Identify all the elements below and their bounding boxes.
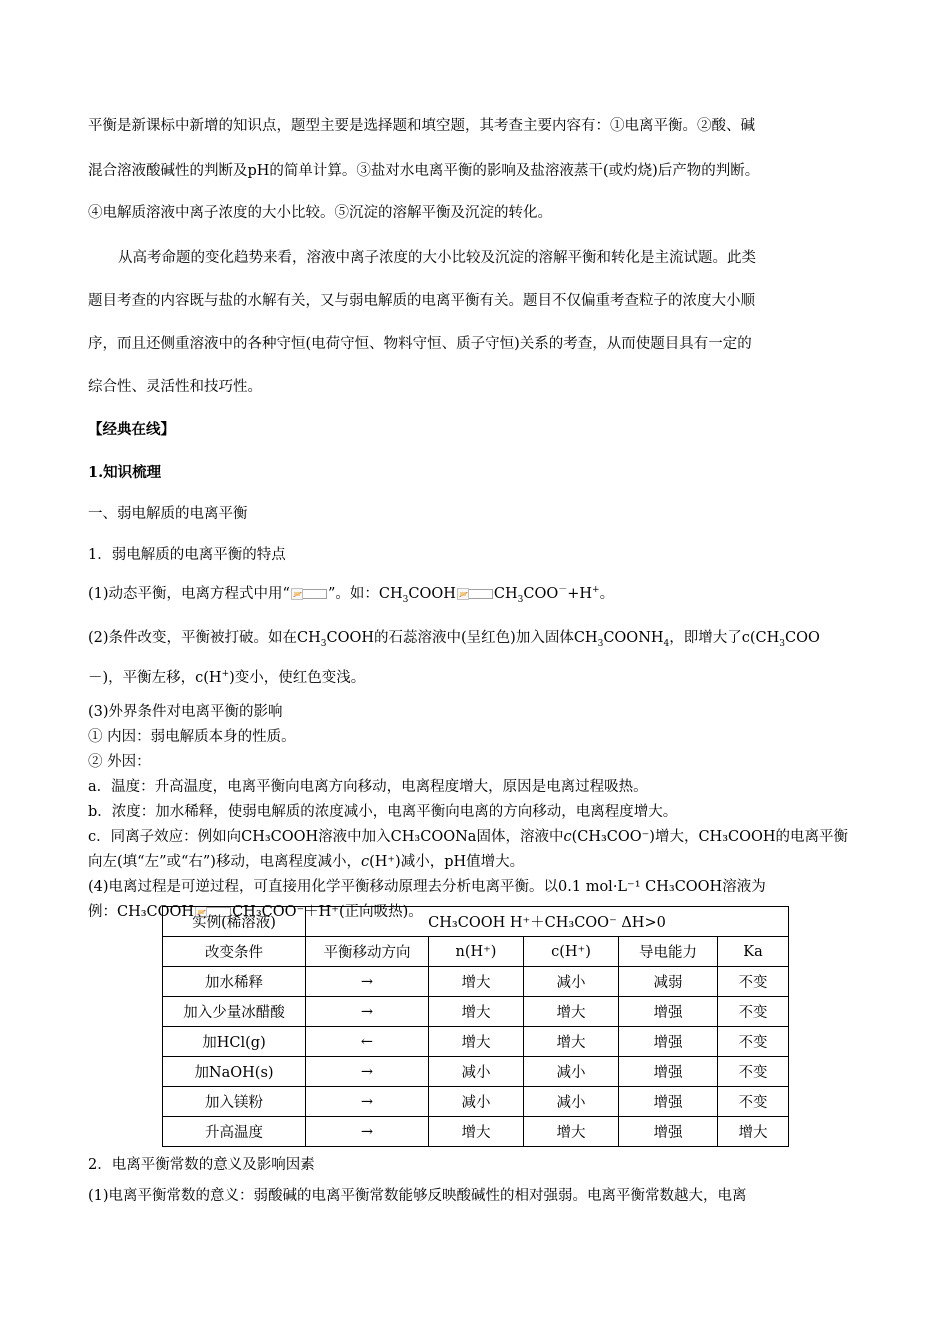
table-row [163,907,789,937]
table-cell: 减小 [429,1087,524,1117]
table-cell: 不变 [718,1057,789,1087]
intro-line-6: 序，而且还侧重溶液中的各种守恒(电荷守恒、物料守恒、质子守恒)关系的考查，从而使题目具有一定的 [88,336,752,352]
table-cell: 减小 [524,1087,619,1117]
point-3: (3)外界条件对电离平衡的影响 [88,704,283,720]
table-cell: 增大 [429,997,524,1027]
ionization-equilibrium-table [162,906,789,1147]
heading-sub-1: 1．弱电解质的电离平衡的特点 [88,547,286,563]
table-cell: 增强 [619,1057,718,1087]
table-row [163,1057,789,1087]
table-header-row [163,937,789,967]
table-cell: 不变 [718,1027,789,1057]
table-cell: 不变 [718,997,789,1027]
point-c-line-1: c．同离子效应：例如向CH₃COOH溶液中加入CH₃COONa固体，溶液中c(CH₃COO⁻)增大，CH₃COOH的电离平衡 [88,829,849,845]
table-cell: → [306,1087,429,1117]
intro-line-5: 题目考查的内容既与盐的水解有关，又与弱电解质的电离平衡有关。题目不仅偏重考查粒子的浓度大小顺 [88,293,755,309]
heading-classic: 【经典在线】 [88,421,175,438]
table-cell: 增大 [524,997,619,1027]
table-cell: 不变 [718,967,789,997]
table-header-cell: n(H⁺) [429,937,524,967]
point-4-line-2: 例：CH₃COOH CH₃COO⁻＋H⁺(正向吸热)。 [88,904,423,920]
point-1: (1)动态平衡，电离方程式中用“ ”。如：$CH_3COOH$ $CH_3COO^-+H^+$。 [88,585,615,605]
table-cell: 实例(稀溶液) [163,907,306,937]
table-cell: 不变 [718,1087,789,1117]
point-k1: (1)电离平衡常数的意义：弱酸碱的电离平衡常数能够反映酸碱性的相对强弱。电离平衡常数越大，电离 [88,1188,747,1204]
table-header-cell: 导电能力 [619,937,718,967]
table-row [163,997,789,1027]
table-cell: 增大 [524,1027,619,1057]
table-header-cell: 平衡移动方向 [306,937,429,967]
table-cell: 增强 [619,1027,718,1057]
table-cell: → [306,997,429,1027]
point-2-line-1: (2)条件改变，平衡被打破。如在$CH_3COOH$的石蕊溶液中(呈红色)加入固体$CH_3COONH_4$，即增大了$c(CH_3COO$ [88,630,820,649]
heading-sub-2: 2．电离平衡常数的意义及影响因素 [88,1157,315,1173]
table-cell: → [306,967,429,997]
table-cell: → [306,1117,429,1147]
table-cell: 增强 [619,1117,718,1147]
table-cell: 增大 [429,1027,524,1057]
table-cell: 增大 [718,1117,789,1147]
table-row [163,967,789,997]
intro-line-4: 从高考命题的变化趋势来看，溶液中离子浓度的大小比较及沉淀的溶解平衡和转化是主流试题。此类 [118,250,756,266]
intro-line-2: 混合溶液酸碱性的判断及pH的简单计算。③盐对水电离平衡的影响及盐溶液蒸干(或灼烧)后产物的判断。 [88,163,760,179]
intro-line-1: 平衡是新课标中新增的知识点，题型主要是选择题和填空题，其考查主要内容有：①电离平衡。②酸、碱 [88,118,755,134]
intro-line-7: 综合性、灵活性和技巧性。 [88,379,262,395]
heading-section-1: 一、弱电解质的电离平衡 [88,506,248,522]
point-4-line-1: (4)电离过程是可逆过程，可直接用化学平衡移动原理去分析电离平衡。以0.1 mol·L⁻¹ CH₃COOH溶液为 [88,879,766,895]
table-cell: 减小 [524,967,619,997]
table-cell: 减弱 [619,967,718,997]
table-header-cell: Ka [718,937,789,967]
table-cell: 加入镁粉 [163,1087,306,1117]
table-header-cell: c(H⁺) [524,937,619,967]
table-header-cell: 改变条件 [163,937,306,967]
heading-knowledge: 1.知识梳理 [88,464,162,481]
table-cell: 减小 [429,1057,524,1087]
table-cell: 增大 [429,1117,524,1147]
table-cell: 减小 [524,1057,619,1087]
table-cell: 加入少量冰醋酸 [163,997,306,1027]
table-cell: CH₃COOH H⁺＋CH₃COO⁻ ΔH>0 [306,907,789,937]
equilibrium-arrow-icon [457,588,493,600]
table-row [163,1027,789,1057]
table-cell: ← [306,1027,429,1057]
table-cell: 增大 [429,967,524,997]
point-c-line-2: 向左(填“左”或“右”)移动，电离程度减小，c(H⁺)减小，pH值增大。 [88,854,525,870]
equilibrium-arrow-icon [291,588,327,600]
intro-line-3: ④电解质溶液中离子浓度的大小比较。⑤沉淀的溶解平衡及沉淀的转化。 [88,205,552,221]
point-b-concentration: b．浓度：加水稀释，使弱电解质的浓度减小，电离平衡向电离的方向移动，电离程度增大。 [88,804,678,820]
table-cell: 加NaOH(s) [163,1057,306,1087]
point-2-line-2: －)，平衡左移，c(H+)变小，使红色变浅。 [88,669,366,686]
table-cell: 加HCl(g) [163,1027,306,1057]
table-cell: → [306,1057,429,1087]
table-cell: 加水稀释 [163,967,306,997]
table-row [163,1117,789,1147]
table-cell: 增大 [524,1117,619,1147]
table-cell: 升高温度 [163,1117,306,1147]
point-3-external: ② 外因： [88,754,151,770]
table-row [163,1087,789,1117]
point-3-internal: ① 内因：弱电解质本身的性质。 [88,729,296,745]
table-cell: 增强 [619,997,718,1027]
point-a-temperature: a．温度：升高温度，电离平衡向电离方向移动，电离程度增大，原因是电离过程吸热。 [88,779,648,795]
table-cell: 增强 [619,1087,718,1117]
